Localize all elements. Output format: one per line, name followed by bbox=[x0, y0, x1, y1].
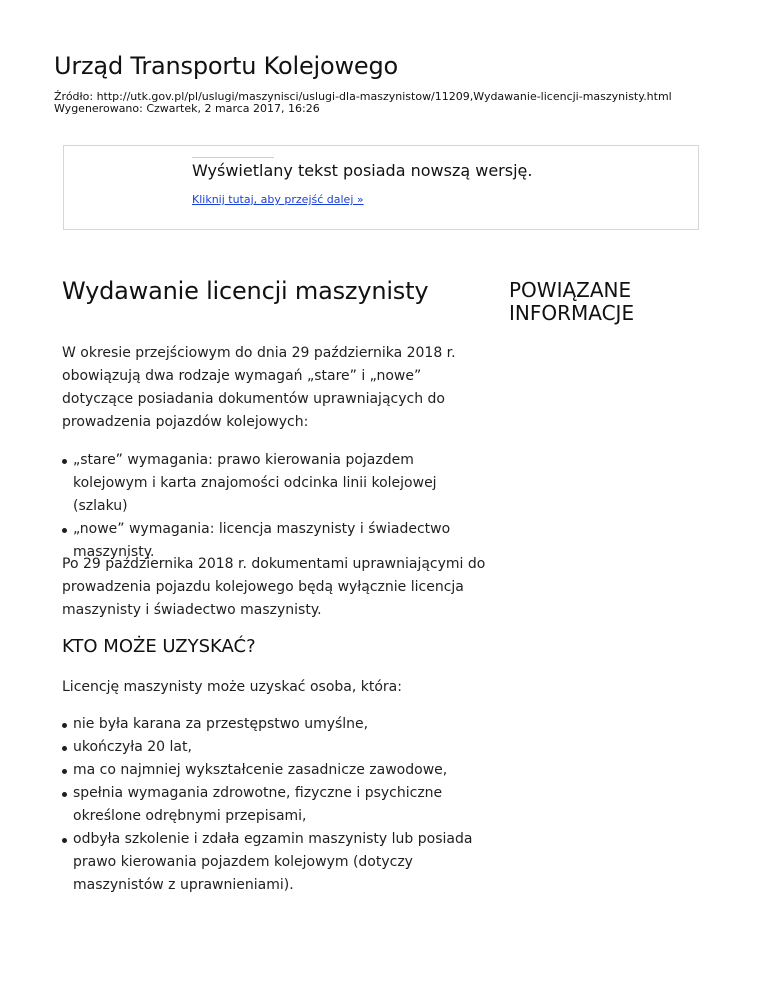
related-info-heading: POWIĄZANE INFORMACJE bbox=[509, 278, 635, 325]
generated-line: Wygenerowano: Czwartek, 2 marca 2017, 16:26 bbox=[54, 102, 320, 115]
list-item: spełnia wymagania zdrowotne, fizyczne i psychiczne określone odrębnymi przepisami, bbox=[62, 782, 492, 828]
source-line: Źródło: http://utk.gov.pl/pl/uslugi/maszynisci/uslugi-dla-maszynistow/11209,Wydawanie-licencji-maszynisty.html bbox=[54, 90, 672, 103]
document-meta bbox=[54, 91, 672, 115]
intro-paragraph: W okresie przejściowym do dnia 29 października 2018 r. obowiązują dwa rodzaje wymagań „stare” i „nowe” dotyczące posiadania dokumentów uprawniających do prowadzenia pojazdów kolejowych: bbox=[62, 345, 456, 430]
section-heading: KTO MOŻE UZYSKAĆ? bbox=[62, 636, 256, 657]
site-title: Urząd Transportu Kolejowego bbox=[54, 52, 398, 80]
article-title: Wydawanie licencji maszynisty bbox=[62, 277, 429, 305]
notice-text: Wyświetlany tekst posiada nowszą wersję. bbox=[192, 161, 533, 180]
after-date-paragraph: Po 29 października 2018 r. dokumentami uprawniającymi do prowadzenia pojazdu kolejowego będą wyłącznie licencja maszynisty i świadectwo maszynisty. bbox=[62, 556, 486, 618]
newer-version-notice bbox=[63, 145, 699, 230]
notice-divider bbox=[192, 157, 274, 158]
requirements-list bbox=[62, 449, 492, 564]
list-item: „stare” wymagania: prawo kierowania pojazdem kolejowym i karta znajomości odcinka linii kolejowej (szlaku) bbox=[62, 449, 492, 518]
list-item: nie była karana za przestępstwo umyślne, bbox=[62, 713, 492, 736]
list-item: ukończyła 20 lat, bbox=[62, 736, 492, 759]
eligibility-list bbox=[62, 713, 492, 897]
eligibility-intro: Licencję maszynisty może uzyskać osoba, która: bbox=[62, 679, 402, 695]
list-item: odbyła szkolenie i zdała egzamin maszynisty lub posiada prawo kierowania pojazdem kolejowym (dotyczy maszynistów z uprawnieniami). bbox=[62, 828, 492, 897]
article bbox=[62, 276, 492, 893]
newer-version-link[interactable]: Kliknij tutaj, aby przejść dalej » bbox=[192, 193, 364, 206]
list-item: ma co najmniej wykształcenie zasadnicze zawodowe, bbox=[62, 759, 492, 782]
list-item: „nowe” wymagania: licencja maszynisty i świadectwo maszynisty. bbox=[62, 518, 492, 564]
